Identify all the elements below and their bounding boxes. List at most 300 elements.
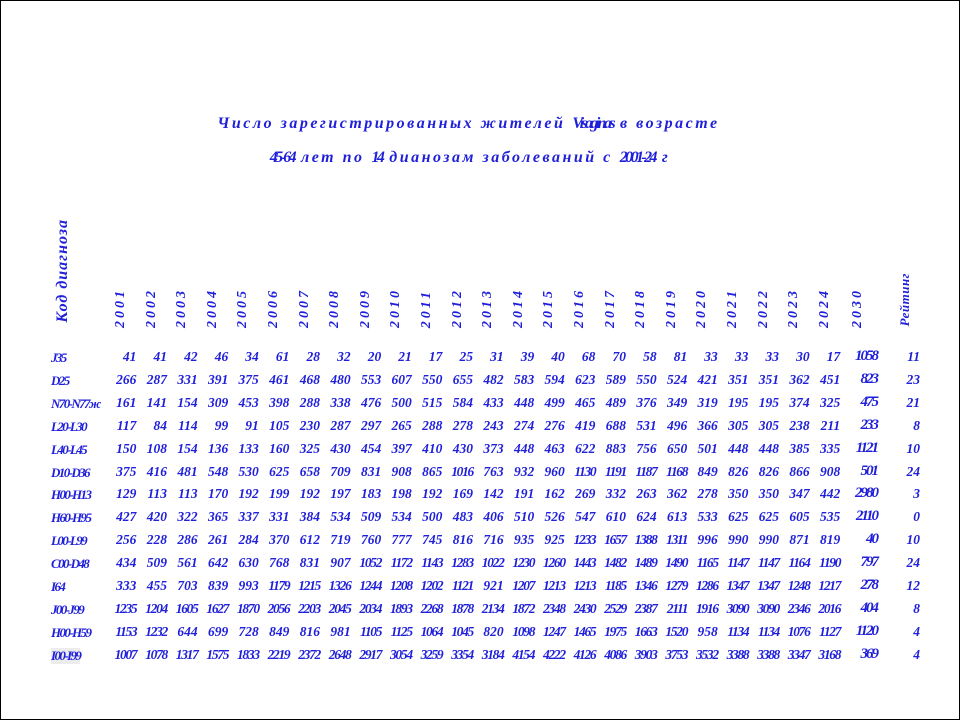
cell-value: 17 (826, 349, 841, 364)
cell-value: 81 (673, 349, 688, 364)
cell-value: 1052 (359, 555, 382, 571)
cell-value: 1064 (420, 623, 443, 639)
title-prefix: Число зарегистрированных жителей (217, 115, 566, 132)
cell-value: 1134 (727, 623, 749, 639)
title-mid1: лет по (301, 149, 365, 166)
cell-value: 612 (299, 532, 320, 548)
year-header: 2016 (572, 288, 587, 328)
cell-rating-value: 12 (906, 578, 920, 593)
cell-value: 589 (605, 371, 626, 387)
cell-value: 276 (544, 417, 565, 433)
cell-value: 642 (207, 555, 229, 571)
year-header: 2020 (694, 288, 710, 328)
cell-value: 849 (697, 463, 718, 479)
cell-value: 1326 (328, 578, 351, 593)
cell-value: 160 (269, 440, 290, 456)
cell-value: 161 (116, 394, 137, 410)
cell-value: 535 (819, 509, 841, 525)
cell-value: 500 (422, 509, 443, 525)
cell-value: 362 (666, 486, 688, 502)
cell-value: 398 (269, 394, 290, 410)
cell-value: 1022 (481, 555, 504, 571)
cell-value: 129 (116, 486, 137, 502)
cell-value: 819 (819, 532, 841, 548)
cell-value: 3259 (420, 646, 443, 662)
cell-value: 2016 (818, 600, 841, 616)
cell-value: 261 (207, 532, 229, 548)
cell-value: 32 (337, 349, 351, 364)
cell-value: 288 (422, 417, 443, 433)
cell-2030-value: 475 (860, 393, 877, 410)
cell-value: 777 (391, 532, 412, 548)
cell-value: 375 (238, 371, 259, 387)
cell-value: 1230 (512, 555, 535, 571)
cell-value: 990 (728, 532, 749, 548)
cell-value: 1168 (666, 463, 688, 479)
cell-value: 610 (605, 509, 626, 525)
cell-value: 170 (207, 486, 229, 502)
cell-value: 1233 (573, 532, 596, 548)
cell-rating-value: 4 (913, 623, 920, 639)
cell-value: 117 (116, 417, 137, 433)
diagnosis-code-label: L20-L30 (51, 418, 87, 434)
cell-value: 1490 (665, 555, 688, 571)
cell-value: 309 (207, 394, 229, 410)
cell-value: 391 (207, 371, 229, 387)
cell-value: 332 (605, 486, 626, 502)
year-header: 2013 (480, 288, 496, 328)
cell-value: 2387 (634, 600, 657, 616)
cell-rating-value: 24 (906, 555, 920, 571)
cell-2030-value: 1121 (855, 439, 877, 456)
cell-value: 921 (483, 578, 504, 593)
cell-value: 501 (697, 440, 718, 456)
diagnosis-code-label: J35 (51, 350, 66, 365)
year-header: 2024 (816, 288, 832, 328)
cell-value: 1657 (604, 532, 626, 548)
cell-value: 624 (636, 509, 657, 525)
cell-value: 1279 (665, 578, 688, 593)
diagnosis-code-label: L00-L99 (51, 533, 87, 549)
cell-value: 925 (544, 532, 565, 548)
cell-rating-value: 23 (906, 371, 920, 387)
cell-value: 421 (697, 371, 718, 387)
cell-value: 41 (153, 349, 167, 364)
cell-value: 3753 (665, 646, 688, 662)
year-header: 2008 (327, 288, 343, 328)
cell-value: 274 (513, 417, 535, 433)
cell-value: 1975 (604, 623, 626, 639)
cell-value: 719 (330, 532, 351, 548)
cell-value: 650 (666, 440, 688, 456)
table-row (1, 601, 959, 621)
cell-value: 433 (483, 394, 504, 410)
cell-value: 454 (360, 440, 382, 456)
cell-value: 3090 (757, 600, 779, 616)
cell-value: 907 (330, 555, 351, 571)
cell-value: 613 (666, 509, 688, 525)
year-header: 2006 (266, 288, 281, 328)
cell-value: 385 (789, 440, 810, 456)
cell-value: 169 (452, 486, 473, 502)
cell-value: 256 (116, 532, 137, 548)
cell-value: 489 (605, 394, 626, 410)
cell-value: 871 (789, 532, 810, 548)
cell-value: 243 (483, 417, 504, 433)
cell-value: 1007 (114, 646, 137, 662)
cell-value: 1185 (604, 578, 626, 593)
cell-value: 531 (636, 417, 657, 433)
cell-value: 1147 (727, 555, 749, 571)
cell-value: 350 (758, 486, 779, 502)
cell-value: 448 (758, 440, 779, 456)
cell-value: 763 (483, 463, 504, 479)
cell-value: 376 (636, 394, 657, 410)
cell-value: 960 (544, 463, 565, 479)
cell-value: 1202 (420, 578, 443, 593)
cell-value: 768 (269, 555, 290, 571)
year-header: 2003 (174, 288, 190, 328)
cell-value: 932 (513, 463, 535, 479)
diagnosis-code-label: D10-D36 (51, 464, 89, 480)
cell-value: 305 (728, 417, 749, 433)
cell-value: 2134 (481, 600, 504, 616)
cell-value: 263 (636, 486, 657, 502)
cell-value: 1346 (634, 578, 657, 593)
cell-value: 509 (360, 509, 382, 525)
cell-value: 211 (820, 417, 841, 433)
cell-value: 993 (238, 578, 259, 593)
cell-value: 820 (483, 623, 504, 639)
cell-value: 699 (207, 623, 229, 639)
cell-value: 461 (269, 371, 290, 387)
cell-value: 278 (452, 417, 473, 433)
cell-value: 2648 (328, 646, 351, 662)
cell-value: 996 (697, 532, 718, 548)
diagnosis-code-header: Код диагноза (54, 219, 71, 323)
rating-header: Рейтинг (897, 272, 912, 326)
cell-value: 561 (177, 555, 198, 571)
cell-value: 265 (391, 417, 412, 433)
cell-2030-value: 40 (866, 531, 877, 548)
cell-value: 2917 (359, 646, 382, 662)
cell-value: 2111 (666, 600, 688, 616)
year-header: 2011 (419, 288, 434, 328)
cell-value: 114 (178, 417, 198, 433)
cell-value: 349 (666, 394, 688, 410)
cell-value: 150 (116, 440, 137, 456)
cell-value: 3347 (787, 646, 810, 662)
cell-value: 4154 (512, 646, 535, 662)
cell-value: 68 (581, 349, 596, 364)
cell-value: 1247 (542, 623, 565, 639)
table-row (1, 647, 959, 667)
cell-value: 476 (360, 394, 382, 410)
cell-value: 530 (238, 463, 259, 479)
diagnosis-code-label: H00-H59 (51, 624, 91, 640)
cell-value: 1870 (236, 600, 259, 616)
cell-value: 534 (330, 509, 351, 525)
cell-value: 1244 (359, 578, 382, 593)
cell-value: 1045 (451, 623, 473, 639)
cell-value: 622 (575, 440, 596, 456)
cell-value: 230 (299, 417, 320, 433)
year-header: 2007 (296, 288, 312, 328)
diagnosis-code-label: I00-I99 (51, 647, 81, 663)
cell-value: 1187 (635, 463, 657, 479)
cell-value: 1482 (604, 555, 626, 571)
year-header: 2001 (113, 288, 128, 328)
cell-value: 1347 (726, 578, 749, 593)
cell-value: 839 (207, 578, 229, 593)
cell-value: 500 (391, 394, 412, 410)
cell-value: 524 (666, 371, 688, 387)
cell-rating-value: 10 (906, 532, 920, 548)
cell-value: 990 (758, 532, 779, 548)
cell-value: 338 (330, 394, 351, 410)
cell-value: 3054 (389, 646, 412, 662)
cell-value: 40 (551, 349, 565, 364)
cell-value: 655 (452, 371, 473, 387)
cell-value: 337 (238, 509, 259, 525)
cell-value: 816 (452, 532, 473, 548)
cell-value: 46 (214, 349, 229, 364)
cell-value: 703 (177, 578, 198, 593)
cell-value: 1204 (145, 600, 167, 616)
cell-value: 1311 (666, 532, 688, 548)
cell-value: 534 (391, 509, 412, 525)
cell-value: 1489 (634, 555, 657, 571)
diagnosis-code-label: N70-N77ж (51, 395, 100, 411)
cell-value: 481 (177, 463, 198, 479)
cell-value: 2430 (573, 600, 596, 616)
cell-value: 141 (146, 394, 167, 410)
cell-rating-value: 0 (913, 509, 920, 525)
diagnosis-code-label: H00-H13 (51, 487, 91, 503)
cell-value: 195 (728, 394, 749, 410)
cell-value: 1016 (451, 463, 473, 479)
diagnosis-code-label: D25 (51, 372, 69, 388)
cell-value: 607 (391, 371, 412, 387)
cell-value: 33 (734, 349, 749, 364)
cell-value: 826 (728, 463, 749, 479)
cell-value: 658 (299, 463, 320, 479)
cell-value: 1125 (390, 623, 412, 639)
cell-value: 4222 (542, 646, 565, 662)
cell-value: 373 (483, 440, 504, 456)
cell-value: 1286 (695, 578, 718, 593)
cell-value: 1105 (360, 623, 382, 639)
cell-value: 1260 (542, 555, 565, 571)
table-row (1, 578, 959, 598)
cell-value: 288 (299, 394, 320, 410)
cell-value: 468 (299, 371, 320, 387)
cell-value: 113 (147, 486, 167, 502)
cell-value: 113 (178, 486, 198, 502)
cell-value: 883 (605, 440, 626, 456)
cell-value: 2034 (359, 600, 382, 616)
cell-value: 625 (728, 509, 749, 525)
diagnosis-code-label: L40-L45 (51, 441, 87, 457)
cell-value: 451 (819, 371, 841, 387)
cell-value: 605 (789, 509, 810, 525)
cell-value: 515 (422, 394, 443, 410)
cell-value: 2346 (787, 600, 810, 616)
cell-value: 31 (490, 349, 504, 364)
cell-value: 3090 (726, 600, 749, 616)
cell-value: 362 (789, 371, 810, 387)
cell-rating-value: 10 (906, 440, 920, 456)
cell-value: 908 (391, 463, 412, 479)
cell-value: 709 (330, 463, 351, 479)
title-suffix: в возрасте (620, 115, 720, 132)
cell-value: 1217 (818, 578, 841, 593)
cell-value: 455 (146, 578, 167, 593)
cell-value: 3388 (726, 646, 749, 662)
cell-value: 1127 (819, 623, 841, 639)
cell-value: 533 (697, 509, 718, 525)
cell-value: 728 (238, 623, 259, 639)
cell-value: 434 (116, 555, 137, 571)
cell-value: 1190 (819, 555, 841, 571)
cell-value: 70 (612, 349, 626, 364)
cell-value: 375 (116, 463, 137, 479)
cell-value: 1121 (451, 578, 473, 593)
cell-rating-value: 24 (906, 463, 920, 479)
title-city: Visaginas (572, 115, 614, 132)
cell-value: 333 (116, 578, 137, 593)
cell-value: 91 (245, 417, 259, 433)
cell-value: 416 (146, 463, 167, 479)
cell-value: 195 (758, 394, 779, 410)
cell-value: 1208 (389, 578, 412, 593)
cell-value: 335 (819, 440, 841, 456)
cell-value: 547 (575, 509, 596, 525)
cell-value: 1283 (451, 555, 473, 571)
cell-value: 192 (299, 486, 320, 502)
year-header: 2017 (602, 288, 618, 328)
cell-value: 453 (238, 394, 259, 410)
cell-value: 1078 (145, 646, 167, 662)
cell-value: 3354 (451, 646, 473, 662)
cell-value: 21 (398, 349, 412, 364)
cell-value: 1165 (696, 555, 718, 571)
cell-2030-value: 797 (860, 554, 877, 571)
cell-rating-value: 11 (907, 349, 920, 364)
cell-value: 406 (483, 509, 504, 525)
cell-rating-value: 8 (913, 600, 920, 616)
cell-value: 526 (544, 509, 565, 525)
cell-value: 351 (728, 371, 749, 387)
cell-value: 625 (269, 463, 290, 479)
cell-value: 849 (269, 623, 290, 639)
cell-value: 1248 (787, 578, 810, 593)
cell-value: 58 (643, 349, 657, 364)
cell-value: 1575 (206, 646, 229, 662)
cell-value: 3388 (757, 646, 779, 662)
cell-value: 427 (116, 509, 137, 525)
cell-value: 831 (360, 463, 382, 479)
cell-value: 4086 (604, 646, 626, 662)
cell-value: 2203 (298, 600, 320, 616)
cell-value: 278 (697, 486, 718, 502)
cell-value: 623 (575, 371, 596, 387)
cell-value: 2045 (328, 600, 351, 616)
cell-value: 1520 (665, 623, 688, 639)
cell-value: 1172 (390, 555, 412, 571)
cell-value: 2219 (267, 646, 290, 662)
cell-value: 305 (758, 417, 779, 433)
cell-value: 33 (704, 349, 718, 364)
year-header: 2010 (388, 288, 404, 328)
cell-value: 366 (697, 417, 718, 433)
cell-value: 1347 (757, 578, 779, 593)
cell-value: 2348 (542, 600, 565, 616)
cell-2030-value: 404 (860, 599, 877, 616)
cell-value: 192 (238, 486, 259, 502)
cell-value: 594 (544, 371, 565, 387)
table-row (1, 349, 959, 369)
year-header: 2004 (204, 288, 220, 328)
cell-value: 2372 (298, 646, 320, 662)
cell-value: 347 (789, 486, 810, 502)
cell-value: 1663 (634, 623, 657, 639)
cell-value: 84 (153, 417, 167, 433)
cell-value: 630 (238, 555, 259, 571)
cell-value: 442 (819, 486, 841, 502)
cell-value: 826 (758, 463, 779, 479)
cell-value: 1207 (512, 578, 535, 593)
cell-value: 745 (422, 532, 443, 548)
table-row (1, 555, 959, 575)
cell-value: 760 (360, 532, 382, 548)
cell-value: 448 (513, 440, 535, 456)
cell-value: 33 (765, 349, 779, 364)
diagnosis-code-label: H60-H95 (51, 510, 91, 526)
cell-value: 197 (330, 486, 351, 502)
cell-value: 287 (146, 371, 167, 387)
cell-value: 1232 (145, 623, 167, 639)
table-row (1, 395, 959, 415)
cell-value: 463 (544, 440, 565, 456)
cell-value: 908 (819, 463, 841, 479)
cell-value: 1893 (389, 600, 412, 616)
cell-value: 142 (483, 486, 504, 502)
cell-value: 1317 (175, 646, 198, 662)
cell-rating-value: 4 (913, 646, 920, 662)
year-header: 2030 (850, 288, 865, 328)
cell-value: 1215 (298, 578, 320, 593)
year-header: 2002 (143, 288, 159, 328)
cell-2030-value: 501 (860, 462, 877, 479)
cell-rating-value: 3 (913, 486, 920, 502)
cell-value: 297 (360, 417, 382, 433)
table-row (1, 624, 959, 644)
diagnosis-code-label: J00-J99 (51, 601, 84, 617)
cell-value: 1191 (604, 463, 626, 479)
cell-value: 550 (422, 371, 443, 387)
cell-value: 266 (116, 371, 137, 387)
cell-value: 331 (269, 509, 290, 525)
cell-value: 935 (513, 532, 535, 548)
data-table (1, 1, 960, 720)
cell-value: 716 (483, 532, 504, 548)
cell-value: 30 (796, 349, 810, 364)
cell-value: 199 (269, 486, 290, 502)
cell-value: 1465 (573, 623, 596, 639)
table-row (1, 418, 959, 438)
cell-2030-value: 233 (860, 416, 877, 433)
